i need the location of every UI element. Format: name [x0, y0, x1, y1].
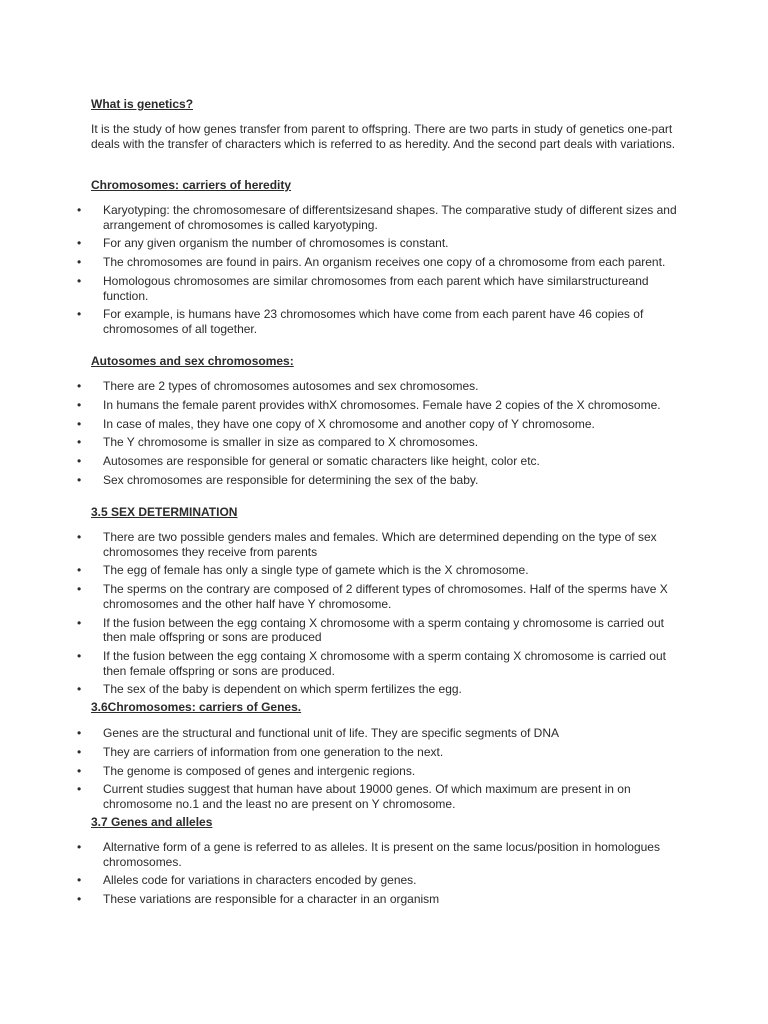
list-item	[0, 563, 700, 578]
list-item-text: Autosomes are responsible for general or somatic characters like height, color etc.	[103, 454, 540, 469]
list-item	[0, 473, 700, 488]
list-item-text: In humans the female parent provides withX chromosomes. Female have 2 copies of the X chromosome.	[103, 397, 661, 412]
list-item-text: The egg of female has only a single type of gamete which is the X chromosome.	[103, 563, 529, 578]
list-item	[0, 274, 700, 303]
list-sex-determination	[0, 530, 700, 701]
bullet-glyph: •	[77, 763, 82, 778]
bullet-glyph: •	[77, 454, 82, 469]
bullet-glyph: •	[77, 203, 82, 217]
list-item-text: Current studies suggest that human have about 19000 genes. Of which maximum are present in on chromosome no.1 and the least no are present on Y chromosome.	[103, 782, 631, 811]
bullet-glyph: •	[77, 682, 82, 697]
bullet-glyph: •	[77, 744, 82, 759]
heading-autosomes-sex-chromosomes: Autosomes and sex chromosomes:	[91, 354, 294, 368]
list-item	[0, 682, 700, 697]
list-item	[0, 203, 700, 232]
bullet-glyph: •	[77, 307, 82, 322]
heading-chromosomes-genes: 3.6Chromosomes: carriers of Genes.	[91, 700, 302, 714]
bullet-glyph: •	[77, 648, 82, 663]
bullet-glyph: •	[77, 530, 82, 544]
list-item-text: Sex chromosomes are responsible for determining the sex of the baby.	[103, 472, 479, 487]
bullet-glyph: •	[77, 892, 82, 907]
list-item-text: They are carriers of information from one generation to the next.	[103, 744, 444, 759]
bullet-glyph: •	[77, 726, 82, 740]
list-item	[0, 255, 700, 270]
bullet-glyph: •	[77, 873, 82, 888]
list-item	[0, 307, 700, 336]
list-item-text: There are two possible genders males and females. Which are determined depending on the type of sex chromosomes they receive from parents	[103, 530, 657, 559]
list-item-text: The sex of the baby is dependent on which sperm fertilizes the egg.	[103, 682, 462, 697]
bullet-glyph: •	[77, 840, 82, 854]
list-item-text: For any given organism the number of chromosomes is constant.	[103, 236, 449, 251]
list-item	[0, 530, 700, 559]
list-item	[0, 782, 700, 811]
heading-sex-determination: 3.5 SEX DETERMINATION	[91, 505, 238, 519]
bullet-glyph: •	[77, 416, 82, 431]
list-item	[0, 873, 700, 888]
bullet-glyph: •	[77, 582, 82, 597]
list-item-text: Homologous chromosomes are similar chromosomes from each parent which have similarstructureand function.	[103, 273, 649, 303]
list-item	[0, 840, 700, 869]
list-item-text: For example, is humans have 23 chromosomes which have come from each parent have 46 copies of chromosomes of all together.	[103, 307, 644, 336]
list-item	[0, 582, 700, 611]
list-item	[0, 745, 700, 760]
list-item-text: There are 2 types of chromosomes autosomes and sex chromosomes.	[103, 379, 479, 393]
list-autosomes	[0, 379, 700, 492]
bullet-glyph: •	[77, 273, 82, 288]
bullet-glyph: •	[77, 255, 82, 270]
list-item	[0, 892, 700, 907]
list-item	[0, 398, 700, 413]
list-item-text: In case of males, they have one copy of X chromosome and another copy of Y chromosome.	[103, 416, 595, 431]
list-item-text: Genes are the structural and functional unit of life. They are specific segments of DNA	[103, 726, 560, 740]
list-chromosomes-heredity	[0, 203, 700, 341]
list-item	[0, 726, 700, 741]
list-item-text: The Y chromosome is smaller in size as compared to X chromosomes.	[103, 435, 479, 450]
list-item-text: The chromosomes are found in pairs. An organism receives one copy of a chromosome from each parent.	[103, 255, 666, 270]
bullet-glyph: •	[77, 397, 82, 412]
list-item-text: If the fusion between the egg containg X chromosome with a sperm containg y chromosome is carried out then male offspring or sons are produced	[103, 615, 664, 645]
heading-genes-alleles: 3.7 Genes and alleles	[91, 815, 213, 829]
list-item-text: Karyotyping: the chromosomesare of differentsizesand shapes. The comparative study of different sizes and arrangement of chromosomes is called karyotyping.	[103, 203, 677, 232]
list-chromosomes-genes	[0, 726, 700, 816]
bullet-glyph: •	[77, 379, 82, 393]
heading-what-is-genetics: What is genetics?	[91, 97, 194, 111]
list-item-text: If the fusion between the egg containg X chromosome with a sperm containg X chromosome is carried out then female offspring or sons are produced.	[103, 648, 666, 678]
list-item	[0, 417, 700, 432]
bullet-glyph: •	[77, 782, 82, 797]
bullet-glyph: •	[77, 236, 82, 251]
list-genes-alleles	[0, 840, 700, 911]
heading-chromosomes-heredity: Chromosomes: carriers of heredity	[91, 178, 292, 192]
bullet-glyph: •	[77, 472, 82, 487]
list-item-text: The genome is composed of genes and intergenic regions.	[103, 763, 416, 778]
list-item	[0, 649, 700, 678]
list-item	[0, 379, 700, 394]
list-item-text: The sperms on the contrary are composed of 2 different types of chromosomes. Half of the sperms have X chromosomes and the other half have Y chromosome.	[103, 582, 668, 611]
bullet-glyph: •	[77, 563, 82, 578]
list-item-text: Alleles code for variations in characters encoded by genes.	[103, 873, 417, 888]
list-item	[0, 236, 700, 251]
list-item	[0, 616, 700, 645]
paragraph-genetics-definition: It is the study of how genes transfer from parent to offspring. There are two parts in study of genetics one-part deals with the transfer of characters which is referred to as heredity. And the second part deals with variations.	[91, 122, 676, 151]
list-item-text: Alternative form of a gene is referred to as alleles. It is present on the same locus/position in homologues chromosomes.	[103, 840, 660, 869]
list-item	[0, 435, 700, 450]
list-item	[0, 764, 700, 779]
bullet-glyph: •	[77, 435, 82, 450]
list-item-text: These variations are responsible for a character in an organism	[103, 892, 440, 907]
bullet-glyph: •	[77, 615, 82, 630]
list-item	[0, 454, 700, 469]
